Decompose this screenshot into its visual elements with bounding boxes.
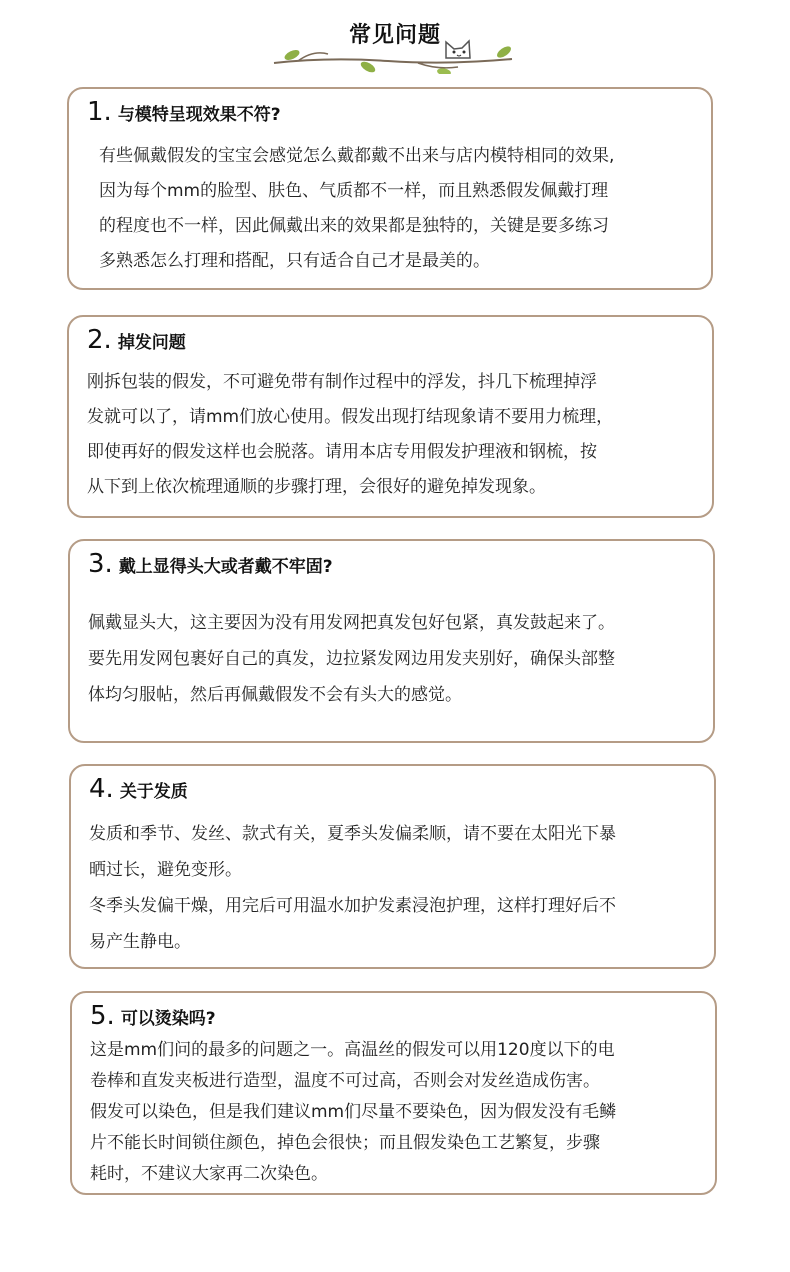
faq-answer-line: 体均匀服帖，然后再佩戴假发不会有头大的感觉。 xyxy=(88,685,462,705)
faq-question xyxy=(89,774,188,804)
faq-question xyxy=(87,325,186,355)
faq-answer-line: 易产生静电。 xyxy=(89,932,191,952)
faq-number: 4. xyxy=(89,774,114,804)
faq-answer-line: 冬季头发偏干燥，用完后可用温水加护发素浸泡护理，这样打理好后不 xyxy=(89,896,616,916)
faq-answer xyxy=(89,816,706,960)
branch-cat-decoration-icon xyxy=(268,30,518,74)
faq-answer xyxy=(90,1035,707,1190)
faq-answer-line: 要先用发网包裹好自己的真发，边拉紧发网边用发夹别好，确保头部整 xyxy=(88,649,615,669)
faq-answer-line: 这是mm们问的最多的问题之一。高温丝的假发可以用120度以下的电 xyxy=(90,1040,615,1060)
faq-question-text: 戴上显得头大或者戴不牢固? xyxy=(118,557,333,577)
faq-answer-line: 因为每个mm的脸型、肤色、气质都不一样，而且熟悉假发佩戴打理 xyxy=(99,181,609,201)
faq-answer-line: 发质和季节、发丝、款式有关，夏季头发偏柔顺，请不要在太阳光下暴 xyxy=(89,824,616,844)
faq-number: 1. xyxy=(87,97,112,127)
faq-card-3 xyxy=(68,539,715,743)
faq-card-4 xyxy=(69,764,716,969)
faq-answer xyxy=(99,139,703,279)
faq-number: 3. xyxy=(88,549,113,579)
faq-answer-line: 的程度也不一样，因此佩戴出来的效果都是独特的，关键是要多练习 xyxy=(99,216,609,236)
faq-answer-line: 晒过长，避免变形。 xyxy=(89,860,242,880)
faq-card-5 xyxy=(70,991,717,1195)
faq-question-text: 可以烫染吗? xyxy=(120,1009,216,1029)
faq-answer-line: 耗时，不建议大家再二次染色。 xyxy=(90,1164,328,1184)
faq-question xyxy=(88,549,333,579)
faq-answer-line: 多熟悉怎么打理和搭配，只有适合自己才是最美的。 xyxy=(99,251,490,271)
faq-answer-line: 发就可以了，请mm们放心使用。假发出现打结现象请不要用力梳理， xyxy=(87,407,614,427)
faq-answer-line: 佩戴显头大，这主要因为没有用发网把真发包好包紧，真发鼓起来了。 xyxy=(88,613,615,633)
faq-number: 5. xyxy=(90,1001,115,1031)
faq-answer-line: 从下到上依次梳理通顺的步骤打理，会很好的避免掉发现象。 xyxy=(87,477,546,497)
faq-card-1 xyxy=(67,87,713,290)
faq-question xyxy=(90,1001,216,1031)
faq-answer xyxy=(88,605,705,713)
page-title: 常见问题 xyxy=(348,23,441,48)
faq-answer-line: 片不能长时间锁住颜色，掉色会很快；而且假发染色工艺繁复，步骤 xyxy=(90,1133,600,1153)
faq-answer-line: 假发可以染色，但是我们建议mm们尽量不要染色，因为假发没有毛鳞 xyxy=(90,1102,617,1122)
faq-answer-line: 即使再好的假发这样也会脱落。请用本店专用假发护理液和钢梳，按 xyxy=(87,442,597,462)
faq-question xyxy=(87,97,281,127)
faq-answer-line: 刚拆包装的假发，不可避免带有制作过程中的浮发，抖几下梳理掉浮 xyxy=(87,372,597,392)
faq-answer-line: 有些佩戴假发的宝宝会感觉怎么戴都戴不出来与店内模特相同的效果, xyxy=(99,146,615,166)
faq-question-text: 与模特呈现效果不符? xyxy=(117,105,281,125)
faq-question-text: 关于发质 xyxy=(119,782,188,802)
faq-question-text: 掉发问题 xyxy=(117,333,186,353)
header xyxy=(0,0,790,80)
faq-answer-line: 卷棒和直发夹板进行造型，温度不可过高，否则会对发丝造成伤害。 xyxy=(90,1071,600,1091)
faq-answer xyxy=(87,365,704,505)
faq-number: 2. xyxy=(87,325,112,355)
faq-card-2 xyxy=(67,315,714,518)
